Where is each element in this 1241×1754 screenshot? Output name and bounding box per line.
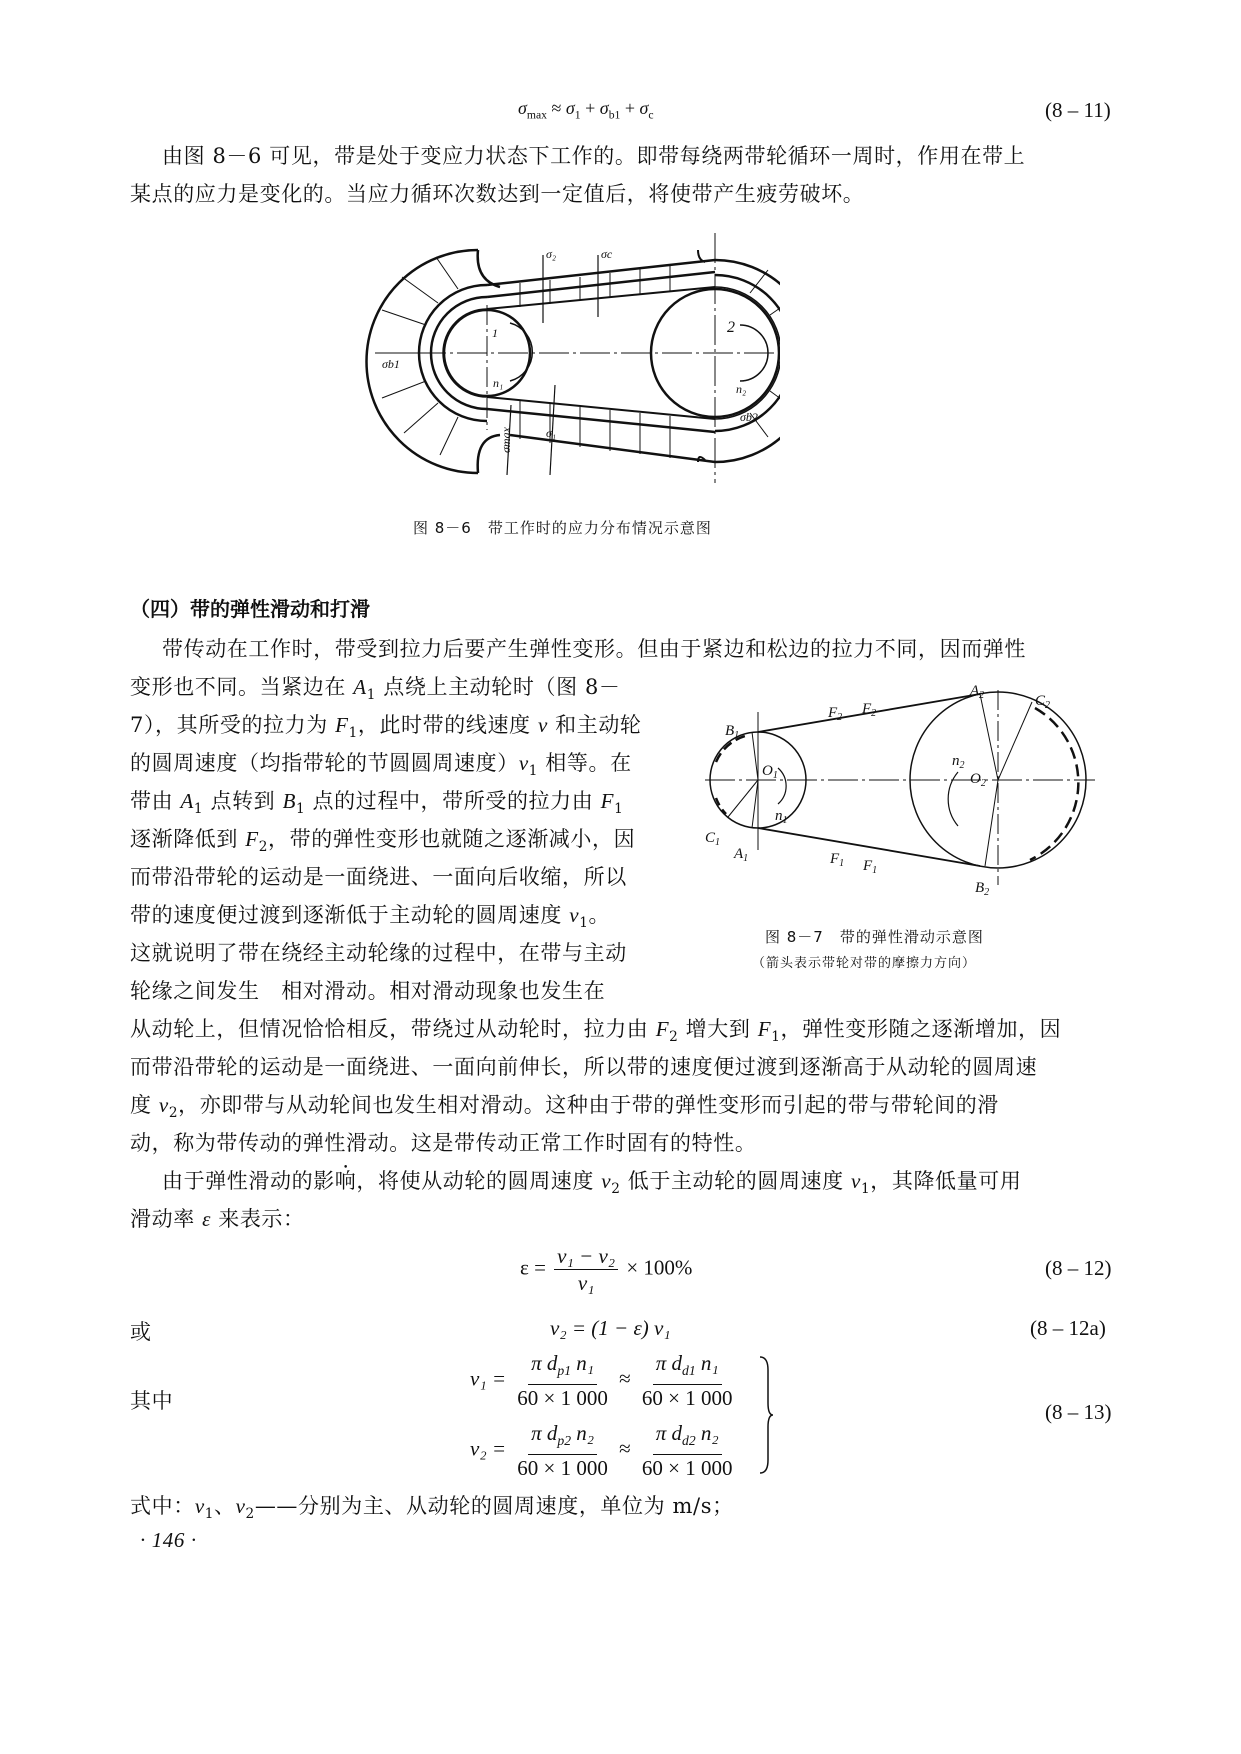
fig87-label-F1-first: $F_1$ [830,851,845,869]
page-number: · 146 · [140,1528,197,1552]
para2-line10: 轮缘之间发生 相对滑动。相对滑动现象也发生在 [130,979,606,1003]
fig86-lower-stress-envelope [510,435,715,462]
fig86-upper-stress-envelope [487,260,715,285]
equation-8-13-brace [758,1355,774,1475]
equation-8-12: ε = $\frac{\text{v₁ − v₂}}{\text{v₁}}$ × 100% [520,1244,693,1295]
figure-8-7-elastic-slip-diagram [690,680,1130,900]
fig86-hatch-lower [520,401,670,458]
para2-line5: 带由 $A_1$ 点转到 $B_1$ 点的过程中，带所受的拉力由 $F_1$ [130,789,624,818]
para2-line3: 7），其所受的拉力为 $F_1$，此时带的线速度 v 和主动轮 [130,713,642,742]
figure-8-6-stress-diagram [360,225,780,495]
fig87-O2-C2-radius [998,702,1032,780]
para2-line8: 带的速度便过渡到逐渐低于主动轮的圆周速度 $v_1$。 [130,903,611,932]
fig86-label-pulley1: 1 [492,326,498,340]
fig87-label-O1: $O_1$ [762,763,778,781]
fig87-label-F2-first: $F_2$ [828,705,843,723]
equation-8-13-prefix: 其中 [130,1389,174,1413]
fig86-upper-belt-outer [487,272,715,297]
fig86-label-sigmamax: σmax [499,427,513,453]
fig86-label-sigmac: σc [601,247,613,261]
where-line: 式中：$v_1$、$v_2——$分别为主、从动轮的圆周速度，单位为 m/s； [130,1494,734,1523]
fig87-label-C2: $C_2$ [1035,693,1051,711]
fig87-O2-A2-radius [980,694,998,780]
para2-line2: 变形也不同。当紧边在 $A_1$ 点绕上主动轮时（图 8－ [130,675,621,704]
fig87-O2-B2-radius [985,780,998,866]
equation-number-8-12a: (8 – 12a) [1030,1316,1106,1340]
fig87-n1-rotation-arrow [778,768,786,804]
para2-line1: 带传动在工作时，带受到拉力后要产生弹性变形。但由于紧边和松边的拉力不同，因而弹性 [162,637,1026,661]
figure-8-6-caption: 图 8－6 带工作时的应力分布情况示意图 [413,519,712,537]
figure-8-7-subcaption: （箭头表示带轮对带的摩擦力方向） [752,956,977,971]
equation-number-8-11: (8 – 11) [1045,98,1111,122]
para2-line7: 而带沿带轮的运动是一面绕进、一面向后收缩，所以 [130,865,627,889]
fig87-label-F2-second: $F_2$ [862,701,877,719]
fig86-label-sigma1: σ₁ [546,426,557,440]
fig87-label-n2: $n_2$ [952,753,965,771]
para1-line1: 由图 8－6 可见，带是处于变应力状态下工作的。即带每绕两带轮循环一周时，作用在带上 [162,144,1026,168]
para2-line9: 这就说明了带在绕经主动轮缘的过程中，在带与主动 [130,941,627,965]
equation-number-8-13: (8 – 13) [1045,1400,1112,1424]
figure-8-7-caption: 图 8－7 带的弹性滑动示意图 [765,928,984,946]
equation-number-8-12: (8 – 12) [1045,1256,1112,1280]
para3-line2: 滑动率 ε 来表示： [130,1207,305,1231]
equation-8-13-row1: v₁ = $\frac{\pi d_{p1} n_1}{60 \times 1 000}$ ≈ $\frac{\pi d_{d1} n_1}{60 \times 1 000}$ [470,1351,733,1411]
fig87-O1-B1-radius [752,732,758,780]
fig86-label-sigmab1: σb1 [382,357,400,371]
fig87-label-n1: $n_1$ [775,808,788,826]
equation-8-12a-prefix: 或 [130,1320,152,1344]
fig87-label-A2: $A_2$ [970,683,985,701]
fig87-label-B1: $B_1$ [725,723,740,741]
equation-8-13-row2: v₂ = $\frac{\pi d_{p2} n_2}{60 \times 1 000}$ ≈ $\frac{\pi d_{d2} n_2}{60 \times 1 000}$ [470,1421,733,1481]
fig87-O1-A1-radius [752,780,758,828]
para2-line13: 度 $v_2$，亦即带与从动轮间也发生相对滑动。这种由于带的弹性变形而引起的带与带轮间的滑 [130,1093,999,1122]
fig86-lower-belt-outer [487,409,715,432]
fig86-label-n1: n₁ [493,376,504,390]
fig87-label-O2: $O_2$ [970,771,986,789]
emphasized-term: 弹性滑动 [302,1131,390,1155]
fig86-label-n2: n₂ [736,382,747,396]
para2-line11: 从动轮上，但情况恰恰相反，带绕过从动轮时，拉力由 $F_2$ 增大到 $F_1$，弹性变形随之逐渐增加，因 [130,1017,1062,1046]
fig86-label-sigmab2: σb2 [740,410,758,424]
para3-line1: 由于弹性滑动的影响，将使从动轮的圆周速度 $v_2$ 低于主动轮的圆周速度 $v_1$，其降低量可用 [162,1169,1022,1198]
equation-8-12a: v₂ = (1 − ε) v₁ [550,1316,671,1340]
section-heading: （四）带的弹性滑动和打滑 [130,597,370,621]
fig86-label-sigma2: σ₂ [546,247,557,261]
para2-line6: 逐渐降低到 $F_2$，带的弹性变形也就随之逐渐减小，因 [130,827,636,856]
fig86-cusp-bottom-left [478,435,500,473]
para1-line2: 某点的应力是变化的。当应力循环次数达到一定值后，将使带产生疲劳破坏。 [130,182,865,206]
fig86-label-pulley2: 2 [727,319,735,336]
fig87-label-C1: $C_1$ [705,830,721,848]
fig86-hatch-left [377,257,458,455]
equation-8-11: $\sigma_{max} \approx \sigma_1 + \sigma_{b1} + \sigma_c$ [518,98,654,122]
fig87-label-F1-second: $F_1$ [863,858,878,876]
para2-line4: 的圆周速度（均指带轮的节圆圆周速度）$v_1$ 相等。在 [130,751,632,780]
fig87-label-A1: $A_1$ [734,846,749,864]
fig87-O1-C1-radius [728,780,758,817]
fig86-cusp-top-left [478,250,500,287]
fig87-label-B2: $B_2$ [975,880,990,898]
para2-line14: 动，称为带传动的弹性滑动。这是带传动正常工作时固有的特性。 [130,1131,757,1155]
para2-line12: 而带沿带轮的运动是一面绕进、一面向前伸长，所以带的速度便过渡到逐渐高于从动轮的圆周速 [130,1055,1038,1079]
